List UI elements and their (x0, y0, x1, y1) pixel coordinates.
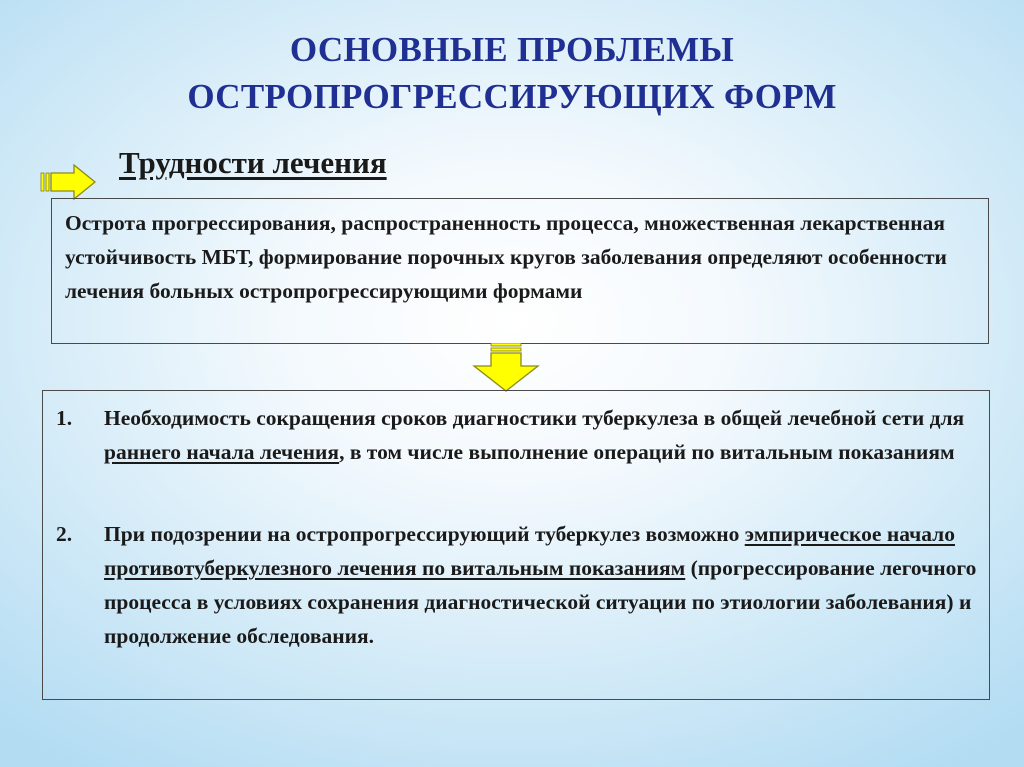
section-subtitle: Трудности лечения (119, 145, 387, 180)
arrow-down-icon (470, 343, 542, 393)
intro-text: Острота прогрессирования, распространенность процесса, множественная лекарственная устойчивость МБТ, формирование порочных кругов заболевания определяют особенности лечения больных остропрогрессирующими формами (65, 211, 947, 303)
list-item-text-part: Необходимость сокращения сроков диагностики туберкулеза в общей лечебной сети для (104, 406, 965, 430)
list-item-text-part: При подозрении на остропрогрессирующий туберкулез возможно (104, 522, 745, 546)
list-item-text-part: (прогрессирование легочного процесса в условиях сохранения диагностической ситуации по этиологии заболевания) и продолжение обследования. (104, 556, 977, 648)
list-item-underlined-text: эмпирическое начало противотуберкулезного лечения по витальным показаниям (104, 522, 955, 580)
list-item-underlined-text: раннего начала лечения (104, 440, 340, 464)
list-item-text (104, 517, 979, 653)
title-line-2: ОСТРОПРОГРЕССИРУЮЩИХ ФОРМ (187, 77, 837, 116)
list-item-number: 2. (56, 522, 73, 546)
list-item-text (104, 401, 979, 469)
intro-box (51, 198, 989, 344)
slide-title (0, 26, 1024, 120)
list-item-number: 1. (56, 406, 73, 430)
title-line-1: ОСНОВНЫЕ ПРОБЛЕМЫ (289, 30, 735, 69)
measures-box (42, 390, 990, 700)
arrow-right-icon (40, 164, 98, 202)
list-item-text-part: , в том числе выполнение операций по витальным показаниям (339, 440, 955, 464)
